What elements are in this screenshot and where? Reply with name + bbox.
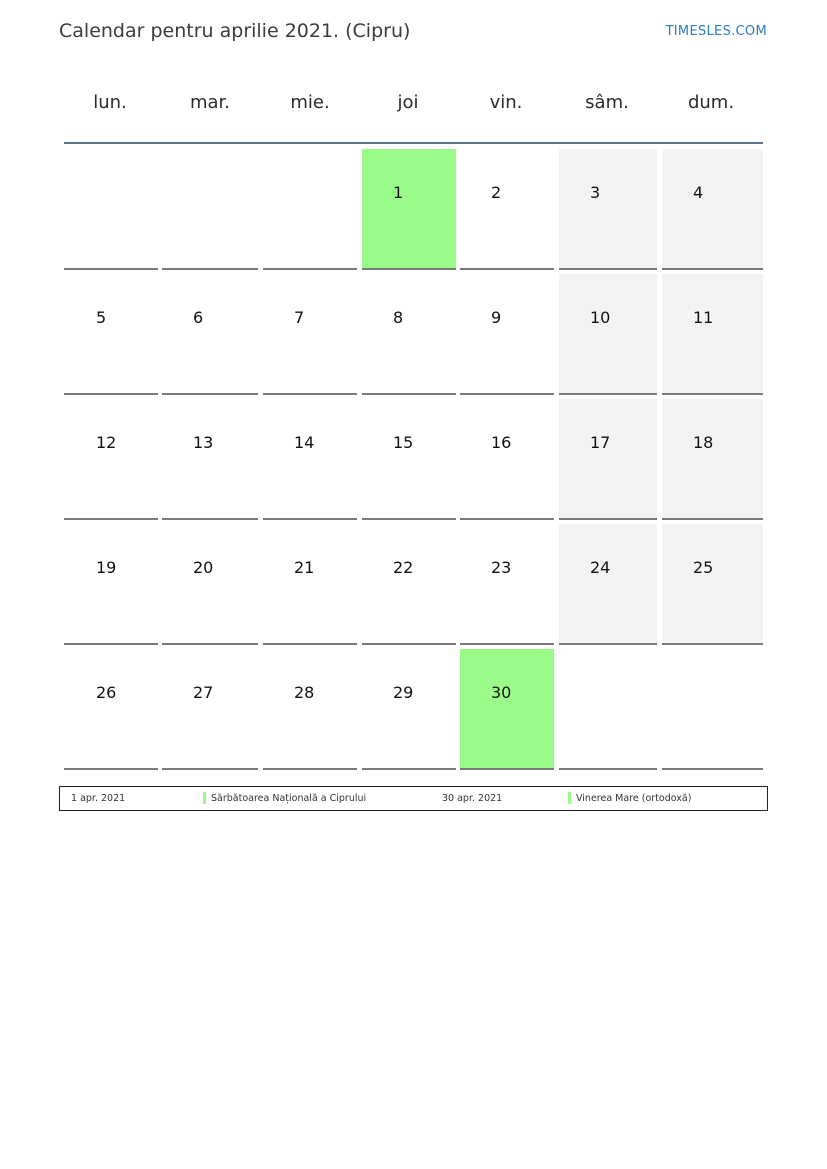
day-cell[interactable]: [662, 399, 763, 520]
day-cell[interactable]: [162, 524, 258, 645]
day-number: 9: [491, 308, 502, 327]
weekday-label: joi: [397, 92, 419, 113]
day-cell[interactable]: [64, 649, 158, 770]
holiday-day-cell[interactable]: [362, 149, 456, 270]
empty-day-cell: [559, 649, 657, 770]
day-cell[interactable]: [362, 524, 456, 645]
day-number: 6: [193, 308, 204, 327]
day-number: 11: [693, 308, 714, 327]
empty-day-cell: [64, 149, 158, 270]
day-number: 15: [393, 433, 414, 452]
weekday-label: lun.: [93, 92, 127, 113]
day-number: 7: [294, 308, 305, 327]
day-cell[interactable]: [263, 649, 357, 770]
day-number: 30: [491, 683, 512, 702]
day-cell[interactable]: [559, 399, 657, 520]
page-title: Calendar pentru aprilie 2021. (Cipru): [59, 20, 411, 42]
day-number: 10: [590, 308, 611, 327]
legend-name-2: Vinerea Mare (ortodoxă): [576, 793, 692, 804]
empty-day-cell: [162, 149, 258, 270]
day-cell[interactable]: [162, 399, 258, 520]
weekday-label: sâm.: [585, 92, 629, 113]
day-number: 16: [491, 433, 512, 452]
day-cell[interactable]: [263, 524, 357, 645]
day-cell[interactable]: [460, 524, 554, 645]
legend-date-1: 1 apr. 2021: [71, 793, 126, 804]
day-cell[interactable]: [162, 274, 258, 395]
day-number: 22: [393, 558, 414, 577]
day-number: 18: [693, 433, 714, 452]
legend-date-2: 30 apr. 2021: [442, 793, 503, 804]
legend-name-1: Sărbătoarea Națională a Ciprului: [211, 793, 367, 804]
day-cell[interactable]: [362, 399, 456, 520]
day-cell[interactable]: [362, 649, 456, 770]
day-number: 17: [590, 433, 611, 452]
day-number: 27: [193, 683, 214, 702]
day-cell[interactable]: [162, 649, 258, 770]
header-divider: [64, 142, 763, 144]
day-number: 26: [96, 683, 117, 702]
day-number: 4: [693, 183, 704, 202]
holiday-legend: [59, 786, 768, 811]
day-cell[interactable]: [64, 399, 158, 520]
empty-day-cell: [662, 649, 763, 770]
day-number: 12: [96, 433, 117, 452]
day-cell[interactable]: [263, 399, 357, 520]
day-number: 23: [491, 558, 512, 577]
day-number: 13: [193, 433, 214, 452]
weekday-label: vin.: [489, 92, 523, 113]
day-number: 1: [393, 183, 404, 202]
legend-swatch-2: [568, 792, 571, 804]
weekday-label: mar.: [189, 92, 231, 113]
day-cell[interactable]: [662, 149, 763, 270]
day-cell[interactable]: [362, 274, 456, 395]
legend-swatch-1: [203, 792, 206, 804]
day-number: 24: [590, 558, 611, 577]
holiday-day-cell[interactable]: [460, 649, 554, 770]
day-number: 5: [96, 308, 107, 327]
day-number: 14: [294, 433, 315, 452]
weekday-label: mie.: [290, 92, 330, 113]
day-number: 20: [193, 558, 214, 577]
day-cell[interactable]: [460, 149, 554, 270]
empty-day-cell: [263, 149, 357, 270]
day-number: 29: [393, 683, 414, 702]
brand-link[interactable]: TIMESLES.COM: [665, 24, 767, 39]
day-number: 2: [491, 183, 502, 202]
day-cell[interactable]: [64, 274, 158, 395]
day-number: 25: [693, 558, 714, 577]
day-number: 21: [294, 558, 315, 577]
day-cell[interactable]: [559, 274, 657, 395]
day-cell[interactable]: [263, 274, 357, 395]
day-cell[interactable]: [662, 274, 763, 395]
day-number: 19: [96, 558, 117, 577]
day-number: 3: [590, 183, 601, 202]
day-cell[interactable]: [460, 399, 554, 520]
day-cell[interactable]: [64, 524, 158, 645]
day-cell[interactable]: [460, 274, 554, 395]
day-number: 28: [294, 683, 315, 702]
day-cell[interactable]: [662, 524, 763, 645]
day-cell[interactable]: [559, 149, 657, 270]
day-cell[interactable]: [559, 524, 657, 645]
weekday-label: dum.: [687, 92, 735, 113]
day-number: 8: [393, 308, 404, 327]
